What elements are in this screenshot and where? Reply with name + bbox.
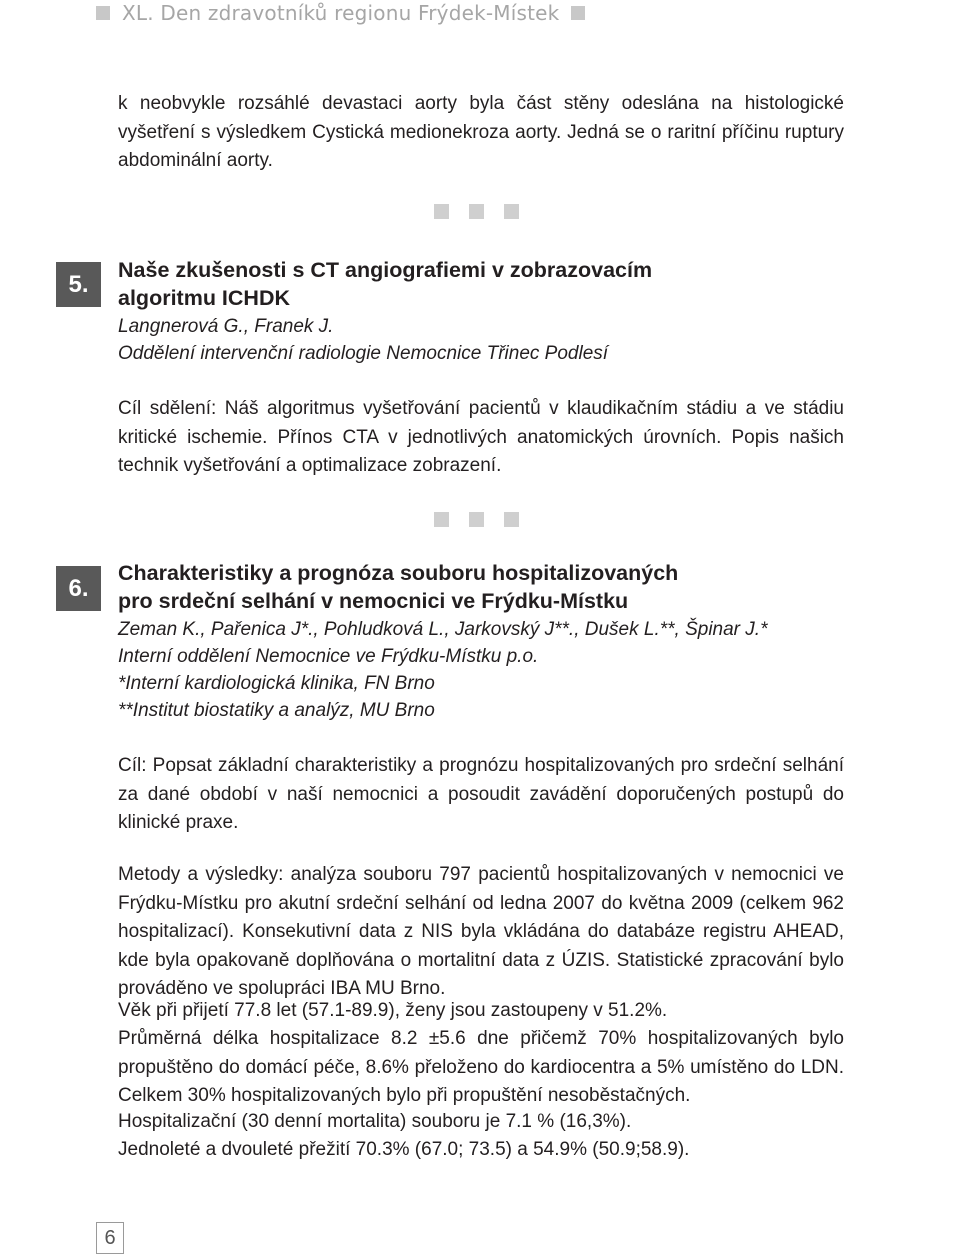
running-header [96,0,585,26]
author-line: **Institut biostatiky a analýz, MU Brno [118,700,435,721]
square-bullet-icon [571,6,585,20]
section-separator [434,512,519,527]
section-title-line: algoritmu ICHDK [118,286,290,310]
running-header-title: XL. Den zdravotníků regionu Frýdek-Místek [122,1,560,25]
square-bullet-icon [434,204,449,219]
section-title [118,559,858,615]
section-paragraph: Hospitalizační (30 denní mortalita) souboru je 7.1 % (16,3%). [118,1111,632,1132]
section-number-badge: 6. [56,566,101,611]
section-paragraph: Jednoleté a dvouleté přežití 70.3% (67.0; 73.5) a 54.9% (50.9;58.9). [118,1139,690,1160]
section-authors [118,313,878,367]
square-bullet-icon [469,204,484,219]
section-title-line: Charakteristiky a prognóza souboru hospitalizovaných [118,561,679,585]
square-bullet-icon [504,512,519,527]
section-title-line: pro srdeční selhání v nemocnici ve Frýdku-Místku [118,589,629,613]
section-title [118,256,858,312]
author-line: *Interní kardiologická klinika, FN Brno [118,673,435,694]
square-bullet-icon [469,512,484,527]
page-number: 6 [96,1222,124,1254]
square-bullet-icon [96,6,110,20]
square-bullet-icon [434,512,449,527]
section-authors [118,616,878,724]
section-paragraph: Cíl: Popsat základní charakteristiky a prognózu hospitalizovaných pro srdeční selhání za dané období v naší nemocnici a posoudit zavádění doporučených postupů do klinické praxe. [118,755,844,834]
author-line: Oddělení intervenční radiologie Nemocnice Třinec Podlesí [118,343,609,364]
section-paragraph: Cíl sdělení: Náš algoritmus vyšetřování pacientů v klaudikačním stádiu a ve stádiu kritické ischemie. Přínos CTA v jednotlivých anatomických úrovních. Popis našich technik vyšetřování a optimalizace zobrazení. [118,398,844,477]
section-paragraph: Metody a výsledky: analýza souboru 797 pacientů hospitalizovaných v nemocnici ve Frýdku-Místku pro akutní srdeční selhání od ledna 2007 do května 2009 (celkem 962 hospitalizací). Konsekutivní data z NIS byla vkládána do databáze registru AHEAD, kde byla opakovaně doplňována o mortalitní data z ÚZIS. Statistické zpracování bylo prováděno ve spolupráci IBA MU Brno. [118,864,844,1000]
author-line: Interní oddělení Nemocnice ve Frýdku-Místku p.o. [118,646,539,667]
square-bullet-icon [504,204,519,219]
section-number-badge: 5. [56,262,101,307]
section-separator [434,204,519,219]
section-title-line: Naše zkušenosti s CT angiografiemi v zobrazovacím [118,258,653,282]
section-paragraph: Věk při přijetí 77.8 let (57.1-89.9), ženy jsou zastoupeny v 51.2%. [118,1000,668,1021]
author-line: Zeman K., Pařenica J*., Pohludková L., Jarkovský J**., Dušek L.**, Špinar J.* [118,619,768,640]
section-paragraph: Průměrná délka hospitalizace 8.2 ±5.6 dne přičemž 70% hospitalizovaných bylo propuštěno do domácí péče, 8.6% přeloženo do kardiocentra a 5% umístěno do LDN. Celkem 30% hospitalizovaných bylo při propuštění nesoběstačných. [118,1028,844,1107]
author-line: Langnerová G., Franek J. [118,316,334,337]
intro-paragraph: k neobvykle rozsáhlé devastaci aorty byla část stěny odeslána na histologické vyšetření s výsledkem Cystická medionekroza aorty. Jedná se o raritní příčinu ruptury abdominální aorty. [118,93,844,172]
